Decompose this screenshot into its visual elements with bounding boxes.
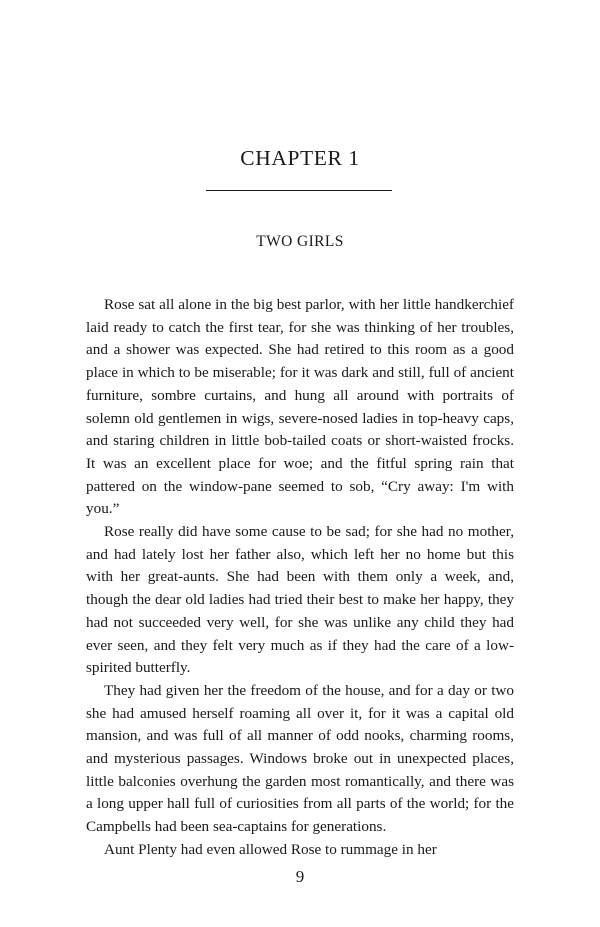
paragraph: Rose sat all alone in the big best parlor, with her little handkerchief laid ready to catch the first tear, for she was thinking of her troubles, and a shower was expected. She had retired to this room as a good place in which to be miserable; for it was dark and still, full of ancient furniture, sombre curtains, and hung all around with portraits of solemn old gentlemen in wigs, severe-nosed ladies in top-heavy caps, and staring children in little bob-tailed coats or short-waisted frocks. It was an excellent place for woe; and the fitful spring rain that pattered on the window-pane seemed to sob, “Cry away: I'm with you.” [86, 296, 514, 518]
paragraph: They had given her the freedom of the house, and for a day or two she had amused herself roaming all over it, for it was a capital old mansion, and was full of all manner of odd nooks, charming rooms, and mysterious passages. Windows broke out in unexpected places, little balconies overhung the garden most romantically, and there was a long upper hall full of curiosities from all parts of the world; for the Campbells had been sea-captains for generations. [86, 681, 514, 836]
chapter-divider-rule [206, 190, 392, 191]
chapter-heading: CHAPTER 1 [240, 146, 360, 170]
paragraph: Rose really did have some cause to be sad; for she had no mother, and had lately lost her father also, which left her no home but this with her great-aunts. She had been with them only a week, and, though the dear old ladies had tried their best to make her happy, they had not succeeded very well, for she was unlike any child they had ever seen, and they felt very much as if they had the care of a low-spirited butterfly. [86, 523, 514, 677]
page-number: 9 [295, 867, 305, 886]
paragraph: Aunt Plenty had even allowed Rose to rummage in her [104, 840, 437, 858]
body-text [86, 294, 514, 862]
chapter-title: TWO GIRLS [256, 233, 344, 250]
